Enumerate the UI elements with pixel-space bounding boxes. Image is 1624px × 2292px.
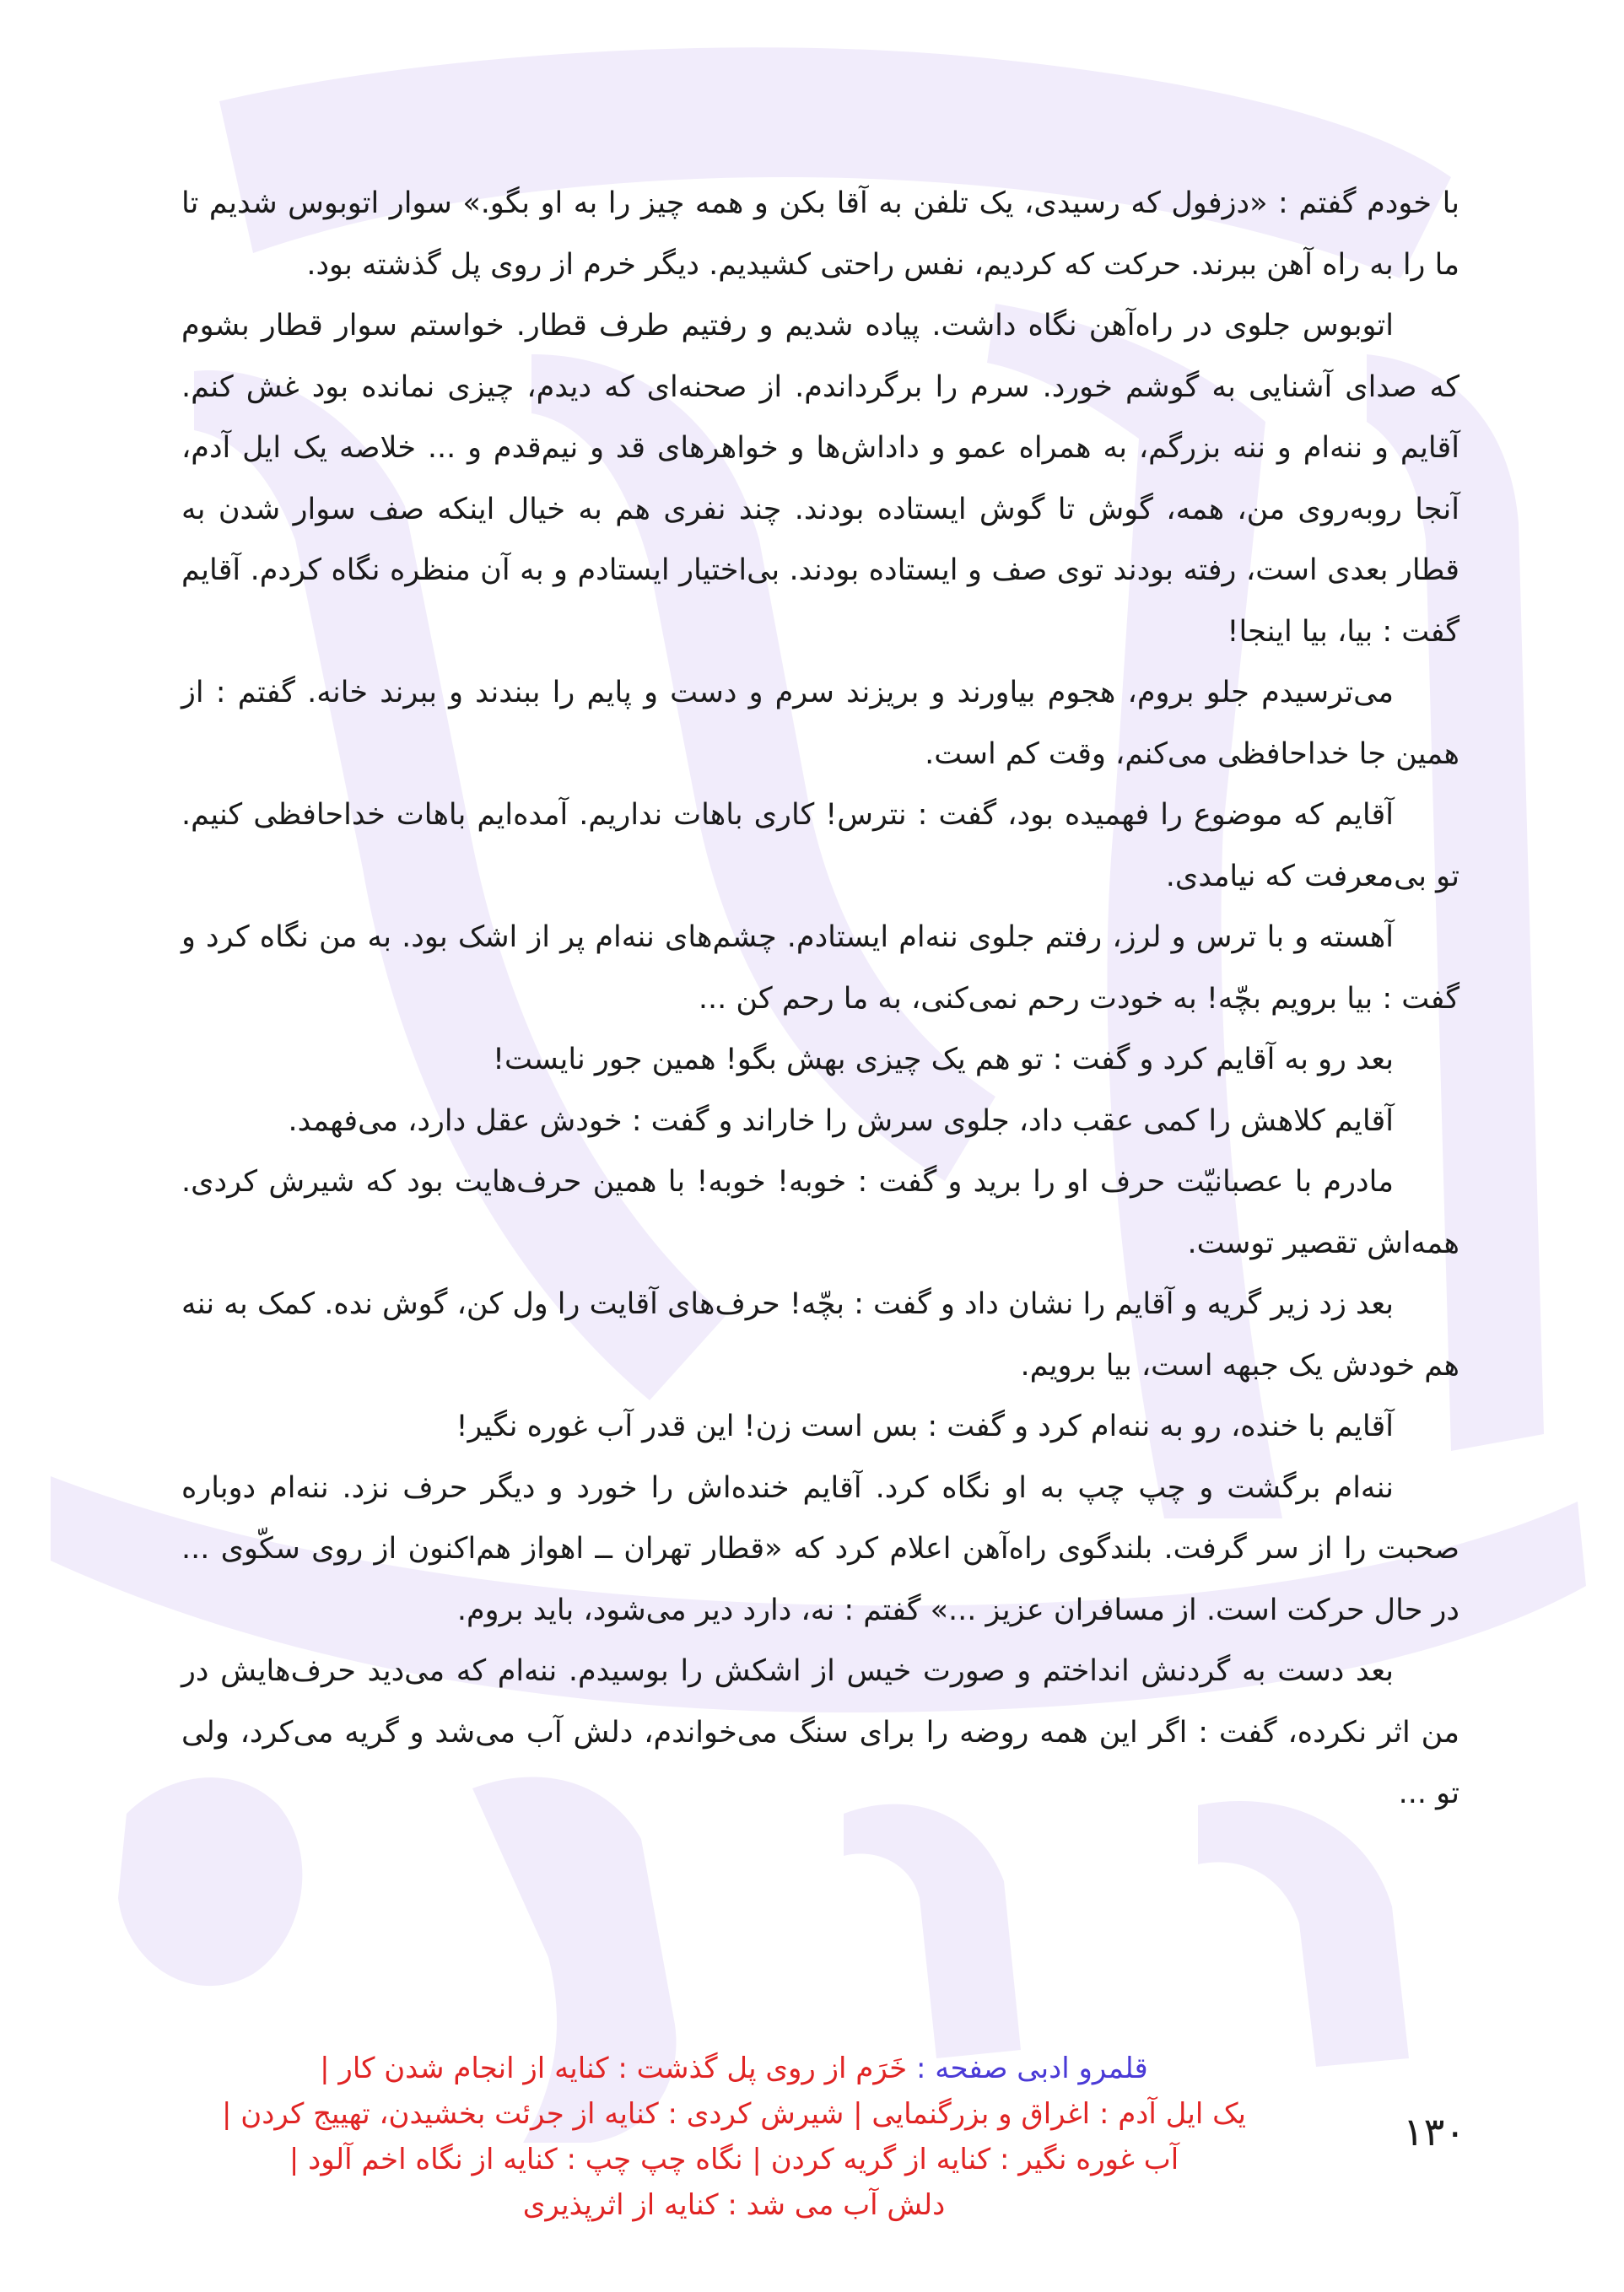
notes-line-2: یک ایل آدم : اغراق و بزرگنمایی | شیرش کردی : کنایه از جرئت بخشیدن، تهییج کردن | (221, 2097, 1247, 2131)
paragraph: آقایم با خنده، رو به ننه‌ام کرد و گفت : بس است زن! این قدر آب غوره نگیر! (456, 1410, 1394, 1443)
notes-heading: قلمرو ادبی صفحه : (907, 2052, 1148, 2085)
paragraph: آقایم که موضوع را فهمیده بود، گفت : نترس! کاری باهات نداریم. آمده‌ایم باهات خداحافظی کنیم. تو بی‌معرفت که نیامدی. (181, 798, 1459, 893)
notes-line-4: دلش آب می شد : کنایه از اثرپذیری (522, 2188, 946, 2222)
notes-line-1 (76, 2046, 1392, 2091)
paragraph: اتوبوس جلوی در راه‌آهن نگاه داشت. پیاده شدیم و رفتیم طرف قطار. خواستم سوار قطار بشوم که صدای آشنایی به گوشم خورد. سرم را برگرداندم. از صحنه‌ای که دیدم، چیزی نمانده بود غش کنم. آقایم و ننه‌ام و ننه بزرگم، به همراه عمو و داداش‌ها و خواهرهای قد و نیم‌قدم و ... خلاصه یک ایل آدم، آنجا روبه‌روی من، همه، گوش تا گوش ایستاده بودند. چند نفری هم به خیال اینکه صف سوار شدن به قطار بعدی است، رفته بودند توی صف و ایستاده بودند. بی‌اختیار ایستادم و به آن منظره نگاه کردم. آقایم گفت : بیا، بیا اینجا! (181, 309, 1459, 649)
paragraph: بعد زد زیر گریه و آقایم را نشان داد و گفت : بچّه! حرف‌های آقایت را ول کن، گوش نده. کمک به ننه هم خودش یک جبهه است، بیا برویم. (181, 1287, 1459, 1383)
paragraph: می‌ترسیدم جلو بروم، هجوم بیاورند و بریزند سرم و دست و پایم را ببندند و ببرند خانه. گفتم : از همین جا خداحافظی می‌کنم، وقت کم است. (181, 676, 1459, 771)
paragraph: آهسته و با ترس و لرز، رفتم جلوی ننه‌ام ایستادم. چشم‌های ننه‌ام پر از اشک بود. به من نگاه کرد و گفت : بیا برویم بچّه! به خودت رحم نمی‌کنی، به ما رحم کن ... (181, 920, 1459, 1016)
paragraph: ننه‌ام برگشت و چپ چپ به او نگاه کرد. آقایم خنده‌اش را خورد و دیگر حرف نزد. ننه‌ام دوباره صحبت را از سر گرفت. بلندگوی راه‌آهن اعلام کرد که «قطار تهران ــ اهواز هم‌اکنون از روی سکّوی ... در حال حرکت است. از مسافران عزیز ...» گفتم : نه، دارد دیر می‌شود، باید بروم. (181, 1470, 1459, 1627)
paragraph: مادرم با عصبانیّت حرف او را برید و گفت : خوبه! خوبه! با همین حرف‌هایت بود که شیرش کردی. همه‌اش تقصیر توست. (181, 1165, 1459, 1260)
page-number: ۱۳۰ (1402, 2109, 1466, 2154)
notes-line-3: آب غوره نگیر : کنایه از گریه کردن | نگاه چپ چپ : کنایه از نگاه اخم آلود | (289, 2143, 1179, 2176)
literary-notes (76, 2046, 1392, 2228)
paragraph: آقایم کلاهش را کمی عقب داد، جلوی سرش را خاراند و گفت : خودش عقل دارد، می‌فهمد. (288, 1103, 1394, 1138)
paragraph: بعد دست به گردنش انداختم و صورت خیس از اشکش را بوسیدم. ننه‌ام که می‌دید حرف‌هایش در من اثر نکرده، گفت : اگر این همه روضه را برای سنگ می‌خواندم، دلش آب می‌شد و گریه می‌کرد، ولی تو ... (181, 1654, 1459, 1810)
paragraph: با خودم گفتم : «دزفول که رسیدی، یک تلفن به آقا بکن و همه چیز را به او بگو.» سوار اتوبوس شدیم تا ما را به راه آهن ببرند. حرکت که کردیم، نفس راحتی کشیدیم. دیگر خرم از روی پل گذشته بود. (181, 186, 1459, 282)
paragraph: بعد رو به آقایم کرد و گفت : تو هم یک چیزی بهش بگو! همین جور نایست! (493, 1043, 1394, 1076)
notes-text: خَرَم از روی پل گذشت : کنایه از انجام شدن کار | (320, 2052, 908, 2085)
body-text (181, 173, 1459, 1825)
